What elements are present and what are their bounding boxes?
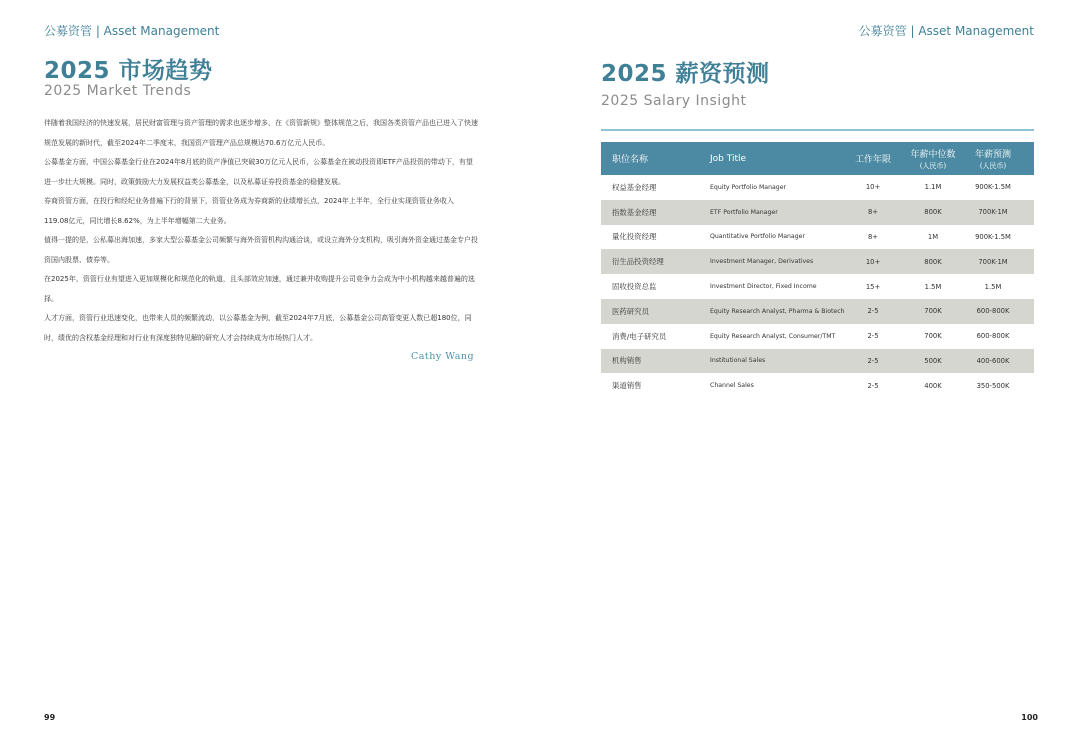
cell-job-title: Quantitative Portfolio Manager <box>710 233 805 241</box>
page-title-cn: 2025 薪资预测 <box>601 61 770 87</box>
cell-median: 800K <box>924 208 942 217</box>
header-unit: (人民币) <box>979 161 1007 170</box>
author-signature: Cathy Wang <box>411 351 475 362</box>
page-title-en: 2025 Market Trends <box>44 83 192 99</box>
header-forecast <box>962 142 1024 175</box>
header-years <box>855 142 892 175</box>
table-row <box>601 373 1034 398</box>
cell-job-title: Institutional Sales <box>710 357 766 365</box>
cell-years: 15+ <box>865 282 881 291</box>
table-row <box>601 200 1034 225</box>
cell-position-cn: 医药研究员 <box>612 306 649 316</box>
header-label: 年薪预测 <box>974 149 1011 160</box>
table-row <box>601 225 1034 250</box>
page-title-cn: 2025 市场趋势 <box>44 58 213 84</box>
cell-median: 700K <box>924 307 942 316</box>
paragraph: 公募基金方面，中国公募基金行业在2024年8月底的资产净值已突破30万亿元人民币，公募基金在被动投资即ETF产品投资的带动下，有望进一步壮大规模。同时，政策鼓励大力发展权益类公募基金，以及私募证券投资基金的稳健发展。 <box>44 158 473 186</box>
paragraph: 人才方面，资管行业迅速变化，也带来人员的频繁流动，以公募基金为例，截至2024年7月底，公募基金公司高管变更人数已超180位，同时，绩优的含权基金经理和对行业有深度独特见解的研究人才会持续成为市场热门人才。 <box>44 314 472 342</box>
paragraph: 在2025年，资管行业有望进入更加规模化和规范化的轨道，且头部效应加速，通过兼并收购提升公司竞争力会成为中小机构越来越普遍的选择。 <box>44 275 475 303</box>
header-position-cn <box>612 142 648 175</box>
cell-job-title: Equity Research Analyst, Consumer/TMT <box>710 332 836 340</box>
salary-table <box>601 142 1034 398</box>
cell-years: 2-5 <box>867 307 879 316</box>
cell-median: 1M <box>927 232 939 241</box>
table-row <box>601 274 1034 299</box>
cell-job-title: Investment Manager, Derivatives <box>710 258 814 266</box>
cell-position-cn: 固收投资总监 <box>612 282 657 292</box>
header-job-title <box>710 142 746 175</box>
cell-forecast: 350-500K <box>976 381 1010 390</box>
cell-job-title: ETF Portfolio Manager <box>710 208 778 216</box>
section-tag: 公募资管 | Asset Management <box>858 24 1034 38</box>
cell-position-cn: 指数基金经理 <box>612 207 657 217</box>
table-row <box>601 249 1034 274</box>
header-label: 年薪中位数 <box>910 149 956 160</box>
cell-median: 800K <box>924 257 942 266</box>
cell-years: 10+ <box>865 257 881 266</box>
cell-position-cn: 权益基金经理 <box>612 182 657 192</box>
table-row <box>601 299 1034 324</box>
cell-median: 1.5M <box>924 282 942 291</box>
right-page <box>540 0 1080 729</box>
header-label: Job Title <box>710 153 747 164</box>
cell-forecast: 900K-1.5M <box>975 232 1011 241</box>
paragraph: 值得一提的是，公私募出海加速，多家大型公募基金公司频繁与海外资管机构沟通洽谈，或设立海外分支机构，吸引海外资金通过基金专户投资国内股票、债券等。 <box>44 236 478 264</box>
header-median <box>905 142 961 175</box>
cell-median: 500K <box>924 356 942 365</box>
cell-position-cn: 渠道销售 <box>612 381 642 391</box>
table-header <box>601 142 1034 175</box>
cell-years: 10+ <box>865 183 881 192</box>
cell-median: 700K <box>924 332 942 341</box>
page-number: 99 <box>44 713 56 722</box>
cell-years: 2-5 <box>867 381 879 390</box>
cell-forecast: 900K-1.5M <box>975 183 1011 192</box>
header-unit: (人民币) <box>919 161 947 170</box>
page-title-en: 2025 Salary Insight <box>601 93 747 109</box>
cell-position-cn: 机构销售 <box>612 356 642 366</box>
cell-forecast: 400-600K <box>976 356 1010 365</box>
cell-job-title: Equity Portfolio Manager <box>710 183 787 191</box>
cell-forecast: 600-800K <box>976 307 1010 316</box>
table-row <box>601 175 1034 200</box>
header-label: 工作年限 <box>855 155 892 165</box>
cell-forecast: 600-800K <box>976 332 1010 341</box>
cell-forecast: 700K-1M <box>978 208 1008 217</box>
cell-job-title: Equity Research Analyst, Pharma & Biotech <box>710 307 845 315</box>
cell-position-cn: 消费/电子研究员 <box>612 331 667 341</box>
cell-position-cn: 量化投资经理 <box>612 232 657 242</box>
cell-job-title: Channel Sales <box>710 382 754 390</box>
divider <box>601 129 1034 131</box>
cell-years: 8+ <box>867 232 879 241</box>
cell-years: 8+ <box>867 208 879 217</box>
table-row <box>601 349 1034 374</box>
body-text <box>44 114 478 348</box>
cell-years: 2-5 <box>867 332 879 341</box>
section-tag: 公募资管 | Asset Management <box>44 24 220 38</box>
page-number: 100 <box>1021 713 1038 722</box>
paragraph: 伴随着我国经济的快速发展，居民财富管理与资产管理的需求也逐步增多，在《资管新规》整体规范之后，我国各类资管产品也已进入了快速规范发展的新时代，截至2024年二季度末，我国资产管理产品总规模达70.6万亿元人民币。 <box>44 119 478 147</box>
header-label: 职位名称 <box>612 155 649 165</box>
cell-median: 400K <box>924 381 942 390</box>
cell-position-cn: 衍生品投资经理 <box>612 257 664 267</box>
paragraph: 券商资管方面，在投行和经纪业务普遍下行的背景下，资管业务成为券商新的业绩增长点，2024年上半年，全行业实现资管业务收入119.08亿元，同比增长8.62%，为上半年增幅第二大业务。 <box>44 197 454 225</box>
cell-years: 2-5 <box>867 356 879 365</box>
cell-forecast: 1.5M <box>984 282 1002 291</box>
table-row <box>601 324 1034 349</box>
cell-job-title: Investment Director, Fixed Income <box>710 283 817 291</box>
cell-forecast: 700K-1M <box>978 257 1008 266</box>
cell-median: 1.1M <box>924 183 942 192</box>
